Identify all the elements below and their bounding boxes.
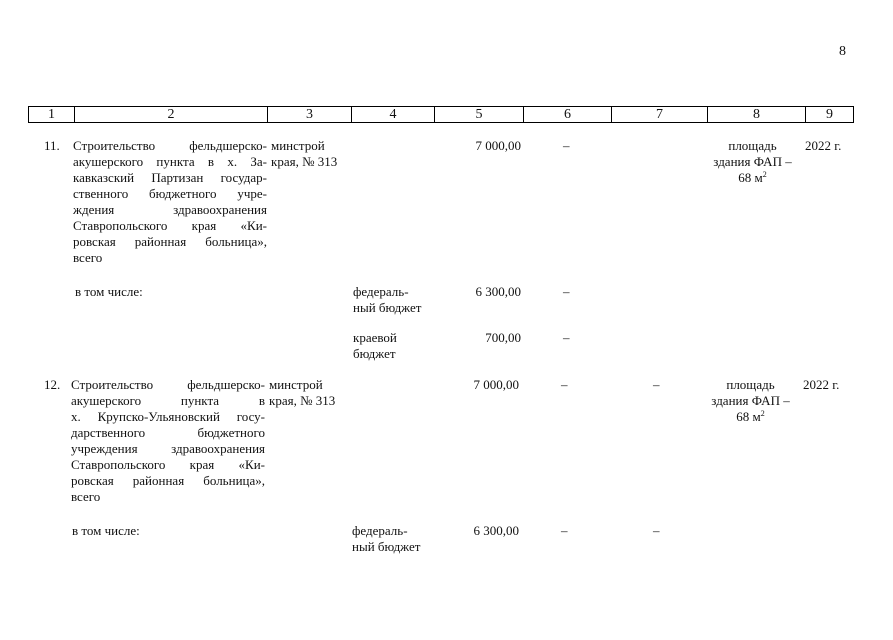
amount-total: 7 000,00: [475, 138, 521, 153]
col6-value: –: [563, 284, 570, 299]
page-number: 8: [839, 44, 846, 59]
col7-value: –: [653, 377, 660, 392]
header-col-6: 6: [564, 107, 571, 122]
amount-total: 7 000,00: [473, 377, 519, 392]
header-col-5: 5: [475, 107, 483, 122]
header-col-4: 4: [389, 107, 397, 122]
col6-value: –: [563, 330, 570, 345]
including-label: в том числе:: [72, 523, 140, 538]
header-col-9: 9: [826, 107, 833, 122]
col6-value: –: [563, 138, 570, 153]
including-label: в том числе:: [75, 284, 143, 299]
header-col-1: 1: [48, 107, 55, 122]
header-col-2: 2: [167, 107, 175, 122]
year: 2022 г.: [803, 377, 840, 392]
amount: 700,00: [485, 330, 521, 345]
col6-value: –: [561, 523, 568, 538]
year: 2022 г.: [805, 138, 842, 153]
row-number: 12.: [44, 377, 61, 392]
table-header: [28, 106, 854, 123]
row-number: 11.: [44, 138, 60, 153]
amount: 6 300,00: [475, 284, 521, 299]
col6-value: –: [561, 377, 568, 392]
header-col-3: 3: [306, 107, 313, 122]
amount: 6 300,00: [473, 523, 519, 538]
header-col-8: 8: [753, 107, 760, 122]
header-col-7: 7: [656, 107, 663, 122]
col7-value: –: [653, 523, 660, 538]
